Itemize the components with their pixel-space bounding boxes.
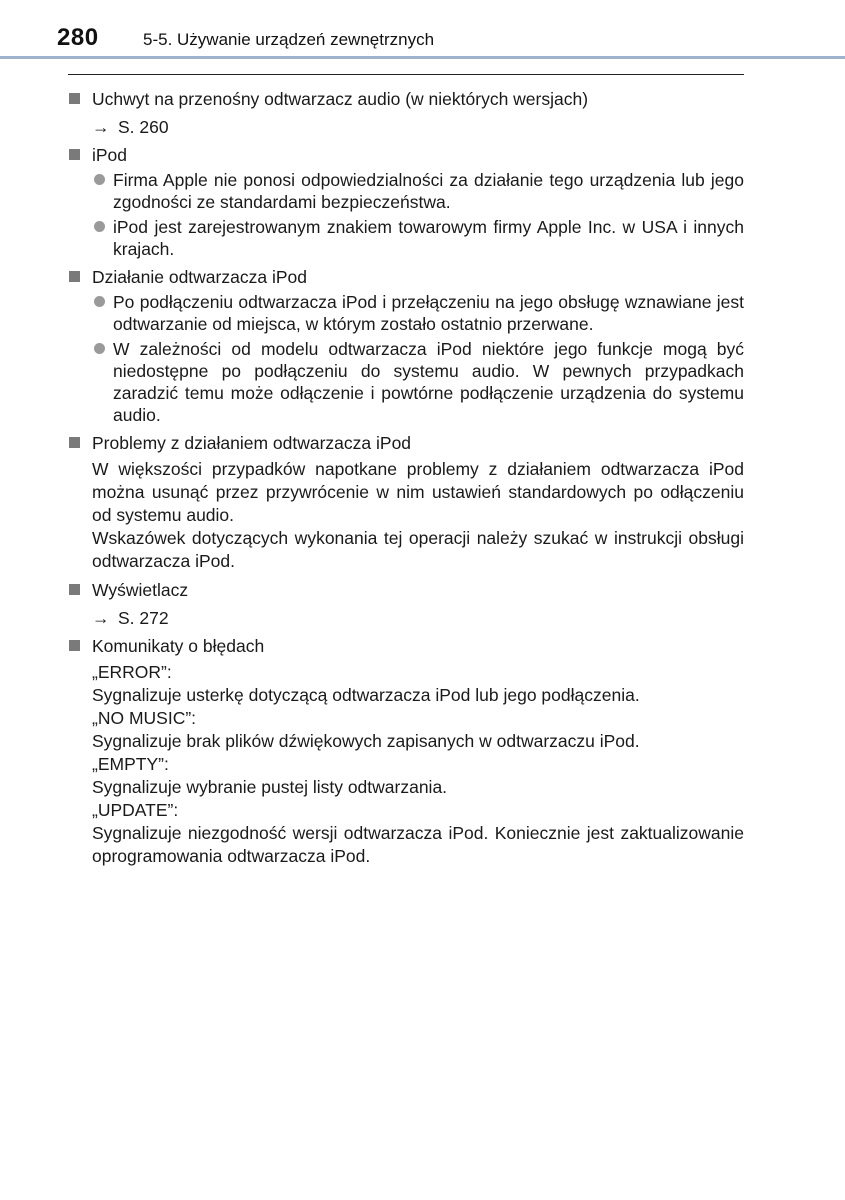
list-item xyxy=(92,291,744,335)
round-bullet-icon xyxy=(94,221,105,232)
section-display xyxy=(68,579,744,601)
cross-reference[interactable] xyxy=(68,607,744,629)
xref-page: S. 272 xyxy=(118,608,169,628)
section-title: iPod xyxy=(92,145,128,165)
arrow-right-icon: → xyxy=(92,608,110,628)
error-description: Sygnalizuje niezgodność wersji odtwarzacza iPod. Koniecznie jest zaktualizowanie oprogramowania odtwarzacza iPod. xyxy=(92,823,744,866)
square-bullet-icon xyxy=(69,584,80,595)
section-title: Komunikaty o błędach xyxy=(92,636,265,656)
section-operation xyxy=(68,266,744,288)
square-bullet-icon xyxy=(69,437,80,448)
xref-page: S. 260 xyxy=(118,117,169,137)
page-header xyxy=(0,0,845,60)
page-number: 280 xyxy=(57,24,99,51)
paragraph: Wskazówek dotyczących wykonania tej operacji należy szukać w instrukcji obsługi odtwarzacza iPod. xyxy=(92,528,744,571)
section-holder xyxy=(68,88,744,110)
list-item-text: Firma Apple nie ponosi odpowiedzialności za działanie tego urządzenia lub jego zgodności ze standardami bezpieczeństwa. xyxy=(113,170,744,212)
square-bullet-icon xyxy=(69,93,80,104)
error-code: „ERROR”: xyxy=(92,662,172,682)
square-bullet-icon xyxy=(69,271,80,282)
section-title: Działanie odtwarzacza iPod xyxy=(92,267,307,287)
square-bullet-icon xyxy=(69,640,80,651)
error-description: Sygnalizuje brak plików dźwiękowych zapisanych w odtwarzaczu iPod. xyxy=(92,731,640,751)
error-code: „EMPTY”: xyxy=(92,754,169,774)
round-bullet-icon xyxy=(94,174,105,185)
section-ipod xyxy=(68,144,744,166)
chapter-title: 5-5. Używanie urządzeń zewnętrznych xyxy=(143,30,435,49)
list-item-text: iPod jest zarejestrowanym znakiem towarowym firmy Apple Inc. w USA i innych krajach. xyxy=(113,217,744,259)
error-description: Sygnalizuje wybranie pustej listy odtwarzania. xyxy=(92,777,448,797)
error-code: „UPDATE”: xyxy=(92,800,179,820)
round-bullet-icon xyxy=(94,296,105,307)
section-title: Problemy z działaniem odtwarzacza iPod xyxy=(92,433,412,453)
section-title: Uchwyt na przenośny odtwarzacz audio (w niektórych wersjach) xyxy=(92,89,589,109)
section-error-messages xyxy=(68,635,744,657)
header-band xyxy=(0,56,845,59)
cross-reference[interactable] xyxy=(68,116,744,138)
list-item xyxy=(92,169,744,213)
list-item-text: Po podłączeniu odtwarzacza iPod i przełączeniu na jego obsługę wznawiane jest odtwarzanie od miejsca, w którym zostało ostatnio przerwane. xyxy=(113,292,744,334)
square-bullet-icon xyxy=(69,149,80,160)
list-item-text: W zależności od modelu odtwarzacza iPod niektóre jego funkcje mogą być niedostępne po podłączeniu do systemu audio. W pewnych przypadkach zaradzić temu może odłączenie i powtórne podłączenie urządzenia do systemu audio. xyxy=(113,339,744,425)
list-item xyxy=(92,338,744,426)
section-title: Wyświetlacz xyxy=(92,580,189,600)
page-content xyxy=(68,88,744,868)
error-code: „NO MUSIC”: xyxy=(92,708,197,728)
error-description: Sygnalizuje usterkę dotyczącą odtwarzacza iPod lub jego podłączenia. xyxy=(92,685,640,705)
section-problems xyxy=(68,432,744,454)
header-rule xyxy=(68,74,744,75)
paragraph: W większości przypadków napotkane problemy z działaniem odtwarzacza iPod można usunąć przez przywrócenie w nim ustawień standardowych po odłączeniu od systemu audio. xyxy=(92,459,744,525)
arrow-right-icon: → xyxy=(92,117,110,137)
round-bullet-icon xyxy=(94,343,105,354)
list-item xyxy=(92,216,744,260)
